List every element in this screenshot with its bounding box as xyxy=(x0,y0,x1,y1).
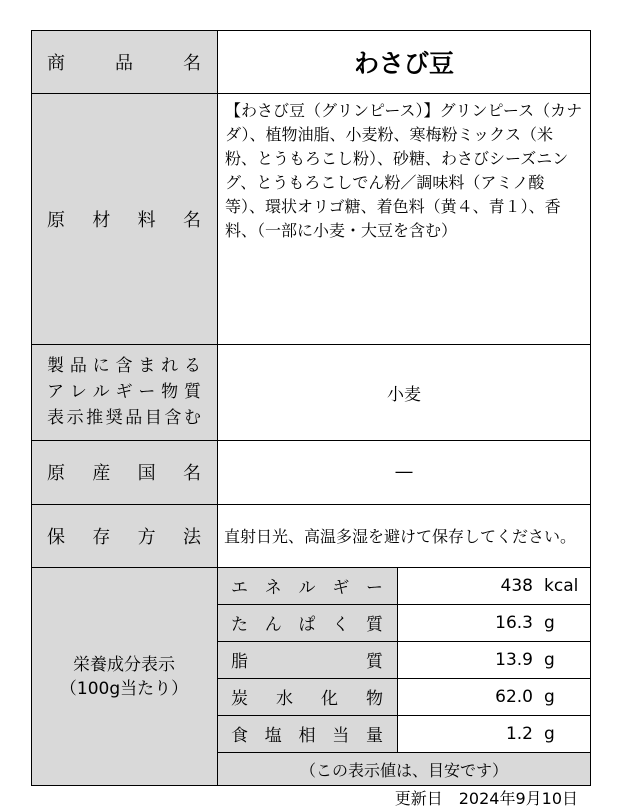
nutrition-column-divider xyxy=(397,567,398,752)
updated-date: 更新日 2024年9月10日 xyxy=(394,789,578,808)
ingredients-value-cell xyxy=(217,93,591,344)
origin-label: 原 産 国 名 xyxy=(47,463,201,484)
nutrition-label-cell xyxy=(31,567,217,786)
table-border-left xyxy=(31,30,32,786)
allergens-label-line-3: 表 示 推 奨 品 目 含 む xyxy=(47,408,201,428)
row-divider xyxy=(31,440,591,441)
nutrient-unit: g xyxy=(544,686,555,707)
nutrient-name: 脂 質 xyxy=(231,652,383,672)
nutrient-name-cell-carbohydrate xyxy=(217,678,397,715)
row-divider xyxy=(31,504,591,505)
nutrient-value-cell-energy xyxy=(397,567,591,604)
product-name-label-cell xyxy=(31,30,217,93)
nutrient-name: 食 塩 相 当 量 xyxy=(231,726,383,746)
nutrition-row-divider xyxy=(217,678,591,679)
storage-label: 保 存 方 法 xyxy=(47,526,201,548)
table-border-right xyxy=(590,30,591,786)
nutrition-row-divider xyxy=(217,604,591,605)
table-border-top xyxy=(31,30,591,31)
table-border-bottom xyxy=(31,785,591,786)
nutrition-footnote: （この表示値は、目安です） xyxy=(299,760,508,780)
ingredients-label-cell xyxy=(31,93,217,344)
allergens-value: 小麦 xyxy=(387,384,421,405)
nutrient-unit: g xyxy=(544,612,555,633)
storage-label-cell xyxy=(31,504,217,567)
nutrient-value: 1.2 xyxy=(505,723,533,744)
origin-label-cell xyxy=(31,440,217,504)
row-divider xyxy=(31,93,591,94)
origin-value: ― xyxy=(395,462,413,482)
nutrient-name-cell-protein xyxy=(217,604,397,641)
nutrient-name-cell-fat xyxy=(217,641,397,678)
row-divider xyxy=(31,344,591,345)
nutrient-unit: g xyxy=(544,649,555,670)
origin-value-cell xyxy=(217,440,591,504)
storage-value-cell xyxy=(217,504,591,567)
storage-value: 直射日光、高温多湿を避けて保存してください。 xyxy=(224,527,577,546)
allergens-label-line-2: ア レ ル ギ ー 物 質 xyxy=(47,382,201,402)
allergens-label-cell xyxy=(31,344,217,440)
nutrition-row-divider xyxy=(217,752,591,753)
nutrient-name-cell-salt xyxy=(217,715,397,752)
ingredients-label: 原 材 料 名 xyxy=(47,209,201,231)
nutrient-name: 炭 水 化 物 xyxy=(231,689,383,709)
nutrient-value: 62.0 xyxy=(495,686,533,707)
nutrient-name-cell-energy xyxy=(217,567,397,604)
ingredients-text: 【わさび豆（グリンピース）】グリンピース（カナダ）、植物油脂、小麦粉、寒梅粉ミックス（米粉、とうもろこし粉）、砂糖、わさびシーズニング、とうもろこしでん粉／調味料（アミノ酸等）、環状オリゴ糖、着色料（黄４、青１）、香料、（一部に小麦・大豆を含む） xyxy=(225,101,583,240)
nutrition-title: 栄養成分表示 xyxy=(73,654,175,675)
nutrient-name: エ ネ ル ギ ー xyxy=(231,578,383,598)
nutrient-unit: kcal xyxy=(544,575,579,596)
nutrition-row-divider xyxy=(217,715,591,716)
nutrient-value-cell-fat xyxy=(397,641,591,678)
nutrition-basis: （100g当たり） xyxy=(59,678,189,699)
nutrient-value: 13.9 xyxy=(495,649,533,670)
nutrient-value-cell-carbohydrate xyxy=(397,678,591,715)
nutrient-unit: g xyxy=(544,723,555,744)
nutrient-name: た ん ぱ く 質 xyxy=(231,615,383,635)
allergens-label-line-1: 製 品 に 含 ま れ る xyxy=(47,356,201,376)
food-label-table xyxy=(31,30,591,786)
nutrition-footnote-cell xyxy=(217,752,591,786)
row-divider xyxy=(31,567,591,568)
product-name-label: 商 品 名 xyxy=(47,52,201,74)
nutrient-value: 16.3 xyxy=(495,612,533,633)
nutrient-value: 438 xyxy=(500,575,533,596)
nutrient-value-cell-protein xyxy=(397,604,591,641)
product-name: わさび豆 xyxy=(353,48,454,78)
nutrient-value-cell-salt xyxy=(397,715,591,752)
column-divider xyxy=(217,30,218,786)
nutrition-row-divider xyxy=(217,641,591,642)
product-name-value-cell xyxy=(217,30,591,93)
allergens-value-cell xyxy=(217,344,591,440)
